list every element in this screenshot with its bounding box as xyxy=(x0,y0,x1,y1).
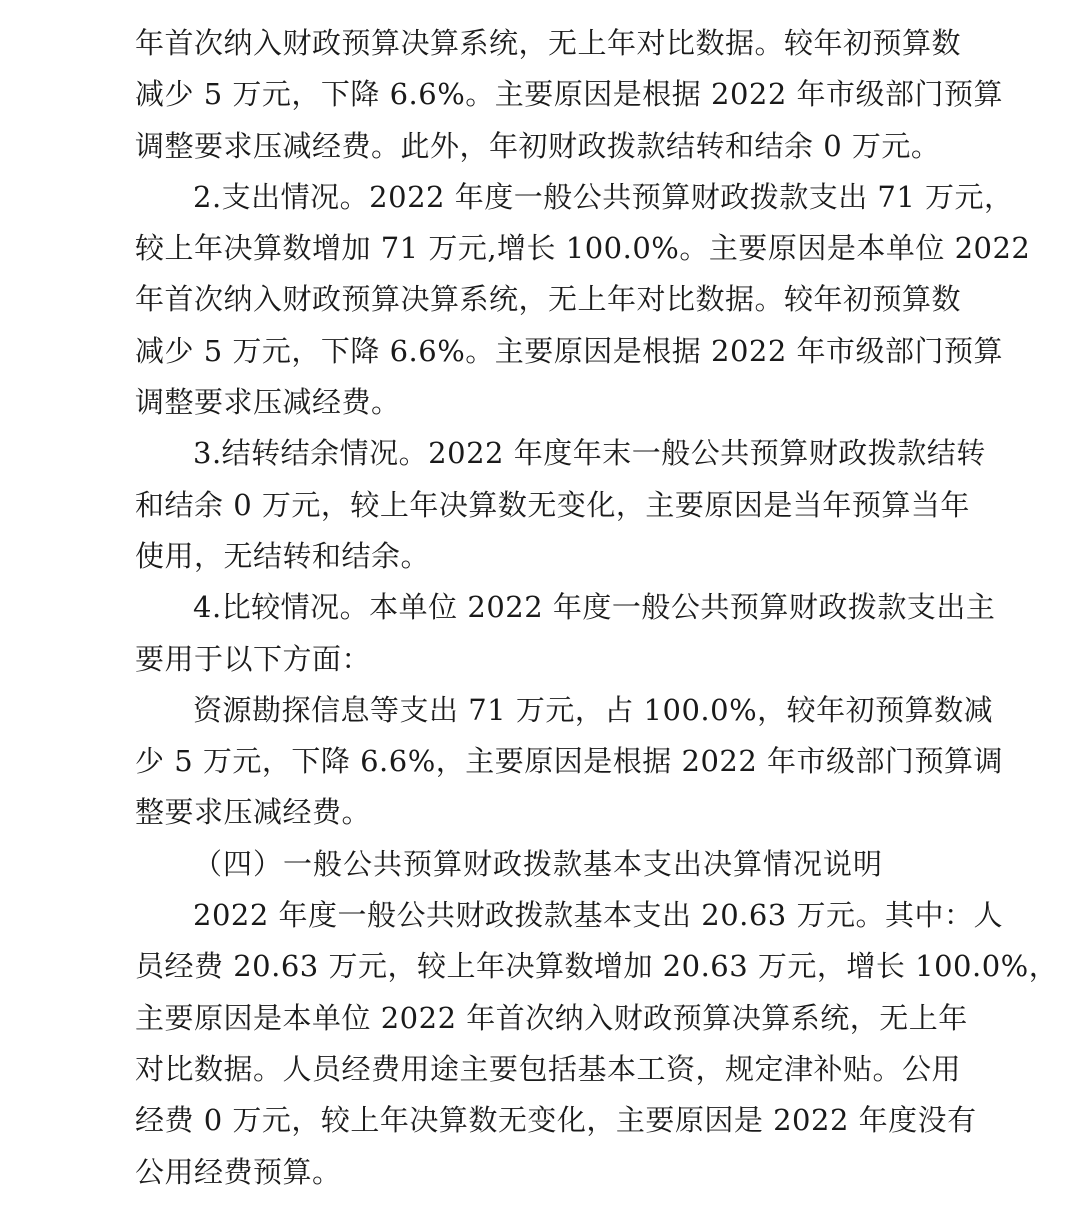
text-line xyxy=(135,582,996,633)
text-span: 2022 年度年末一般公共预算财政拨款结转 xyxy=(428,436,986,471)
text-line: 公用经费预算。 xyxy=(135,1154,342,1189)
text-line: 减少 5 万元，下降 6.6%。主要原因是根据 2022 年市级部门预算 xyxy=(135,77,1004,112)
document-page xyxy=(135,18,1059,1198)
text-line xyxy=(135,172,1014,223)
paragraph-resource-exploration xyxy=(135,685,1004,839)
paragraph-heading: 3.结转结余情况。 xyxy=(193,436,429,471)
text-line: 年首次纳入财政预算决算系统，无上年对比数据。较年初预算数 xyxy=(135,26,962,60)
text-line xyxy=(135,428,986,479)
text-line: 经费 0 万元，较上年决算数无变化，主要原因是 2022 年度没有 xyxy=(135,1103,977,1138)
text-line: 减少 5 万元，下降 6.6%。主要原因是根据 2022 年市级部门预算 xyxy=(135,333,1004,368)
text-line: 整要求压减经费。 xyxy=(135,795,372,830)
text-line: 员经费 20.63 万元，较上年决算数增加 20.63 万元，增长 100.0%， xyxy=(135,949,1059,984)
section-heading xyxy=(135,839,943,890)
text-line: 对比数据。人员经费用途主要包括基本工资，规定津补贴。公用 xyxy=(135,1051,962,1086)
paragraph-carryover xyxy=(135,428,986,582)
paragraph-income-continued xyxy=(135,18,1004,172)
text-line: 调整要求压减经费。此外，年初财政拨款结转和结余 0 万元。 xyxy=(135,128,941,163)
paragraph-expenditure xyxy=(135,172,1031,428)
text-line: 2022 年度一般公共财政拨款基本支出 20.63 万元。其中：人 xyxy=(193,898,1003,933)
paragraph-heading: 2.支出情况。 xyxy=(193,179,370,214)
text-line: 少 5 万元，下降 6.6%，主要原因是根据 2022 年市级部门预算调 xyxy=(135,744,1004,779)
text-line: 要用于以下方面： xyxy=(135,641,372,676)
text-line: 主要原因是本单位 2022 年首次纳入财政预算决算系统，无上年 xyxy=(135,1000,968,1035)
text-line: 使用，无结转和结余。 xyxy=(135,538,431,573)
text-line: 较上年决算数增加 71 万元,增长 100.0%。主要原因是本单位 2022 xyxy=(135,231,1031,266)
text-span: 2022 年度一般公共预算财政拨款支出 71 万元， xyxy=(369,179,1014,214)
text-line: 年首次纳入财政预算决算系统，无上年对比数据。较年初预算数 xyxy=(135,282,962,317)
text-line: 资源勘探信息等支出 71 万元，占 100.0%，较年初预算数减 xyxy=(193,692,994,727)
text-line: 调整要求压减经费。 xyxy=(135,385,401,420)
text-line: 和结余 0 万元，较上年决算数无变化，主要原因是当年预算当年 xyxy=(135,487,970,522)
paragraph-comparison xyxy=(135,582,996,685)
paragraph-heading: 4.比较情况。 xyxy=(193,590,370,625)
paragraph-basic-expenditure xyxy=(135,890,1059,1198)
text-span: 本单位 2022 年度一般公共预算财政拨款支出主 xyxy=(369,590,996,625)
section-title: （四）一般公共预算财政拨款基本支出决算情况说明 xyxy=(193,846,884,881)
